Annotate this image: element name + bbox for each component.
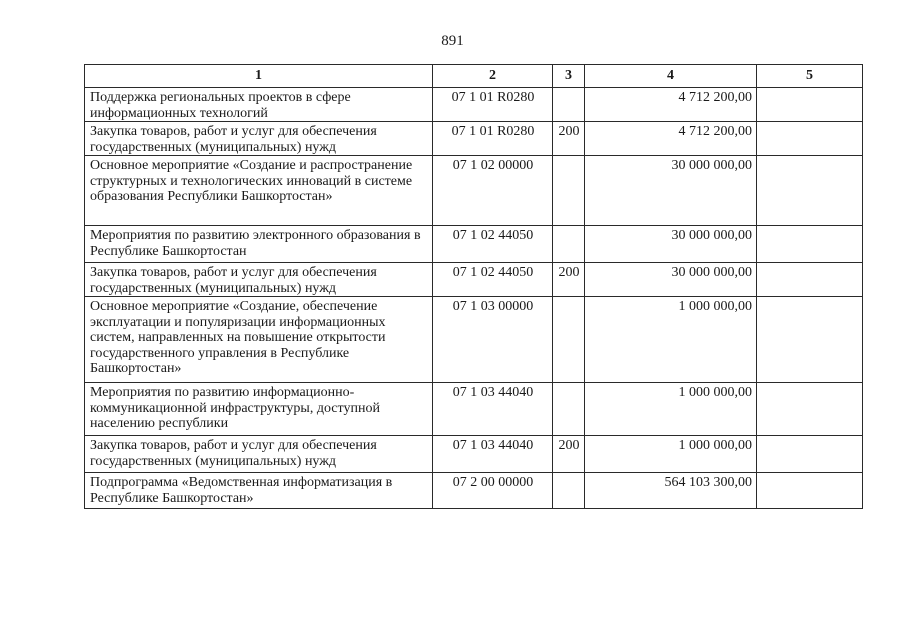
table-row — [85, 122, 863, 156]
row-extra — [757, 88, 863, 122]
header-col-2: 2 — [433, 65, 553, 88]
row-sum: 4 712 200,00 — [585, 122, 757, 156]
row-sum: 1 000 000,00 — [585, 436, 757, 473]
row-extra — [757, 122, 863, 156]
header-col-4: 4 — [585, 65, 757, 88]
row-code: 07 1 03 44040 — [433, 383, 553, 436]
header-col-5: 5 — [757, 65, 863, 88]
row-name: Закупка товаров, работ и услуг для обеспечения государственных (муниципальных) нужд — [85, 122, 433, 156]
row-expense-type: 200 — [553, 436, 585, 473]
row-extra — [757, 226, 863, 263]
row-name: Закупка товаров, работ и услуг для обеспечения государственных (муниципальных) нужд — [85, 263, 433, 297]
row-sum: 30 000 000,00 — [585, 263, 757, 297]
row-code: 07 1 01 R0280 — [433, 88, 553, 122]
row-name: Поддержка региональных проектов в сфере информационных технологий — [85, 88, 433, 122]
table-row — [85, 473, 863, 509]
row-sum: 1 000 000,00 — [585, 383, 757, 436]
row-code: 07 1 01 R0280 — [433, 122, 553, 156]
table-row — [85, 297, 863, 383]
row-extra — [757, 473, 863, 509]
row-name: Подпрограмма «Ведомственная информатизация в Республике Башкортостан» — [85, 473, 433, 509]
table-row — [85, 226, 863, 263]
row-name: Мероприятия по развитию электронного образования в Республике Башкортостан — [85, 226, 433, 263]
row-code: 07 1 03 44040 — [433, 436, 553, 473]
table-row — [85, 383, 863, 436]
row-extra — [757, 263, 863, 297]
budget-table — [84, 64, 863, 509]
row-expense-type: 200 — [553, 122, 585, 156]
row-extra — [757, 297, 863, 383]
table-row — [85, 436, 863, 473]
header-row — [85, 65, 863, 88]
row-code: 07 2 00 00000 — [433, 473, 553, 509]
row-code: 07 1 03 00000 — [433, 297, 553, 383]
row-name: Основное мероприятие «Создание, обеспечение эксплуатации и популяризации информационных систем, направленных на повышение открытости государственного управления в Республике Башкортостан» — [85, 297, 433, 383]
row-sum: 30 000 000,00 — [585, 156, 757, 226]
row-expense-type — [553, 297, 585, 383]
row-expense-type — [553, 88, 585, 122]
header-col-1: 1 — [85, 65, 433, 88]
row-expense-type — [553, 156, 585, 226]
row-code: 07 1 02 00000 — [433, 156, 553, 226]
row-expense-type: 200 — [553, 263, 585, 297]
row-extra — [757, 156, 863, 226]
row-code: 07 1 02 44050 — [433, 263, 553, 297]
row-sum: 30 000 000,00 — [585, 226, 757, 263]
row-name: Мероприятия по развитию информационно-коммуникационной инфраструктуры, доступной населению республики — [85, 383, 433, 436]
table-row — [85, 88, 863, 122]
row-expense-type — [553, 473, 585, 509]
row-expense-type — [553, 226, 585, 263]
row-extra — [757, 436, 863, 473]
row-sum: 1 000 000,00 — [585, 297, 757, 383]
row-extra — [757, 383, 863, 436]
row-code: 07 1 02 44050 — [433, 226, 553, 263]
header-col-3: 3 — [553, 65, 585, 88]
page-number: 891 — [441, 33, 464, 49]
table-row — [85, 156, 863, 226]
row-expense-type — [553, 383, 585, 436]
row-sum: 4 712 200,00 — [585, 88, 757, 122]
row-sum: 564 103 300,00 — [585, 473, 757, 509]
row-name: Закупка товаров, работ и услуг для обеспечения государственных (муниципальных) нужд — [85, 436, 433, 473]
row-name: Основное мероприятие «Создание и распространение структурных и технологических инноваций в системе образования Республики Башкортостан» — [85, 156, 433, 226]
table-row — [85, 263, 863, 297]
